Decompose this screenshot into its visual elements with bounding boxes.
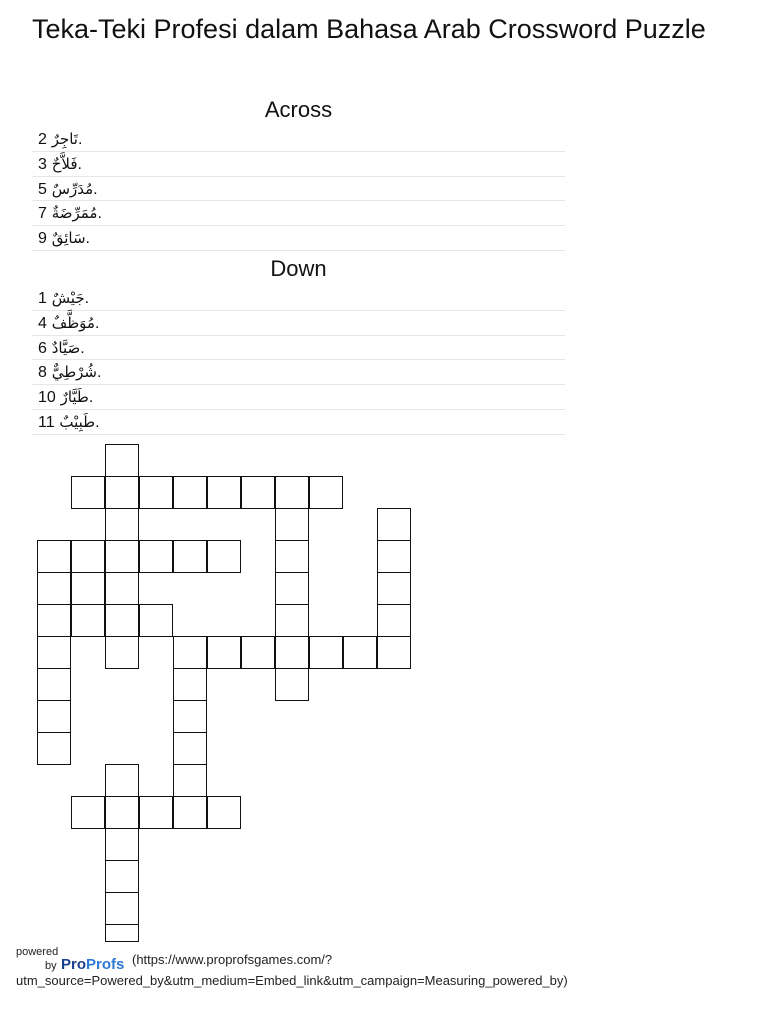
grid-cell[interactable] <box>139 604 173 637</box>
grid-cell[interactable] <box>173 476 207 509</box>
down-clue-number: 10. <box>38 389 94 407</box>
grid-cell[interactable] <box>105 476 139 509</box>
grid-cell[interactable] <box>309 476 343 509</box>
down-clue-number: 6. <box>38 339 85 357</box>
grid-cell[interactable] <box>105 540 139 573</box>
by-label: by <box>45 960 57 972</box>
grid-cell[interactable] <box>37 668 71 701</box>
down-clue-text: صَيَّادٌ <box>51 338 81 357</box>
page-title: Teka-Teki Profesi dalam Bahasa Arab Crossword Puzzle <box>32 14 706 44</box>
grid-cell[interactable] <box>173 764 207 797</box>
across-clue-list <box>32 127 565 251</box>
across-clue <box>32 177 565 202</box>
across-clue-number: 5. <box>38 180 98 198</box>
grid-cell[interactable] <box>37 540 71 573</box>
logo-pro: Pro <box>61 956 87 973</box>
proprofs-logo[interactable] <box>61 956 124 973</box>
grid-cell[interactable] <box>207 476 241 509</box>
grid-cell[interactable] <box>377 508 411 541</box>
grid-cell[interactable] <box>275 572 309 605</box>
grid-cell[interactable] <box>71 796 105 829</box>
grid-cell[interactable] <box>173 540 207 573</box>
grid-cell[interactable] <box>105 508 139 541</box>
grid-cell[interactable] <box>105 860 139 893</box>
across-clue <box>32 201 565 226</box>
across-clue <box>32 226 565 251</box>
down-clue-number: 1. <box>38 290 90 307</box>
down-heading: Down <box>270 256 327 281</box>
down-clue-list <box>32 286 565 435</box>
grid-cell[interactable] <box>173 668 207 701</box>
grid-cell[interactable] <box>275 540 309 573</box>
grid-cell[interactable] <box>37 636 71 669</box>
across-clue <box>32 152 565 177</box>
down-clue-text: طَيَّارٌ <box>60 388 89 407</box>
proprofs-link-continued[interactable]: utm_source=Powered_by&utm_medium=Embed_link&utm_campaign=Measuring_powered_by) <box>16 973 568 988</box>
down-clue <box>32 311 565 336</box>
grid-cell[interactable] <box>71 476 105 509</box>
down-clue <box>32 360 565 385</box>
across-clue-number: 9. <box>38 230 90 248</box>
down-clue <box>32 336 565 361</box>
down-clue <box>32 286 565 311</box>
logo-profs: Profs <box>86 956 125 973</box>
grid-cell[interactable] <box>275 668 309 701</box>
grid-cell[interactable] <box>343 636 377 669</box>
grid-cell[interactable] <box>207 796 241 829</box>
across-clue <box>32 127 565 152</box>
grid-cell[interactable] <box>139 540 173 573</box>
grid-cell[interactable] <box>105 924 139 942</box>
grid-cell[interactable] <box>105 572 139 605</box>
grid-cell[interactable] <box>37 604 71 637</box>
down-clue-number: 4. <box>38 314 100 332</box>
grid-cell[interactable] <box>241 636 275 669</box>
across-heading: Across <box>264 97 333 122</box>
down-clue-text: طَبِيْبٌ <box>59 412 96 431</box>
grid-cell[interactable] <box>377 636 411 669</box>
grid-cell[interactable] <box>173 700 207 733</box>
across-clue-text: مُدَرِّسٌ <box>51 179 94 198</box>
across-clue-text: تَاجِرٌ <box>51 130 78 148</box>
grid-cell[interactable] <box>139 476 173 509</box>
grid-cell[interactable] <box>105 764 139 797</box>
grid-cell[interactable] <box>173 796 207 829</box>
across-clue-number: 3. <box>38 155 82 173</box>
powered-label: powered <box>16 946 59 958</box>
grid-cell[interactable] <box>241 476 275 509</box>
proprofs-link[interactable]: (https://www.proprofsgames.com/? <box>132 952 333 967</box>
across-clue-text: مُمَرِّضَةٌ <box>51 204 98 223</box>
down-clue <box>32 410 565 435</box>
grid-cell[interactable] <box>139 796 173 829</box>
grid-cell[interactable] <box>377 604 411 637</box>
grid-cell[interactable] <box>71 604 105 637</box>
down-clue-text: جَيْشٌ <box>51 289 85 307</box>
across-clue-number: 7. <box>38 205 102 223</box>
grid-cell[interactable] <box>37 572 71 605</box>
grid-cell[interactable] <box>105 604 139 637</box>
grid-cell[interactable] <box>377 572 411 605</box>
down-clue-text: مُوَظَّفٌ <box>51 313 95 332</box>
grid-cell[interactable] <box>71 540 105 573</box>
grid-cell[interactable] <box>207 540 241 573</box>
down-clue-number: 8. <box>38 364 102 382</box>
grid-cell[interactable] <box>207 636 241 669</box>
grid-cell[interactable] <box>275 508 309 541</box>
grid-cell[interactable] <box>275 476 309 509</box>
grid-cell[interactable] <box>309 636 343 669</box>
down-clue-number: 11. <box>38 413 100 431</box>
down-clue <box>32 385 565 410</box>
grid-cell[interactable] <box>173 636 207 669</box>
grid-cell[interactable] <box>173 732 207 765</box>
grid-cell[interactable] <box>37 732 71 765</box>
across-clue-number: 2. <box>38 131 83 148</box>
grid-cell[interactable] <box>105 828 139 861</box>
across-clue-text: فَلاَّحٌ <box>51 154 78 173</box>
grid-cell[interactable] <box>105 444 139 477</box>
grid-cell[interactable] <box>105 796 139 829</box>
grid-cell[interactable] <box>275 604 309 637</box>
grid-cell[interactable] <box>71 572 105 605</box>
grid-cell[interactable] <box>377 540 411 573</box>
grid-cell[interactable] <box>105 892 139 925</box>
grid-cell[interactable] <box>105 636 139 669</box>
down-clue-text: شُرْطِيٌّ <box>51 363 97 382</box>
grid-cell[interactable] <box>275 636 309 669</box>
grid-cell[interactable] <box>37 700 71 733</box>
across-clue-text: سَائِقٌ <box>51 229 86 248</box>
